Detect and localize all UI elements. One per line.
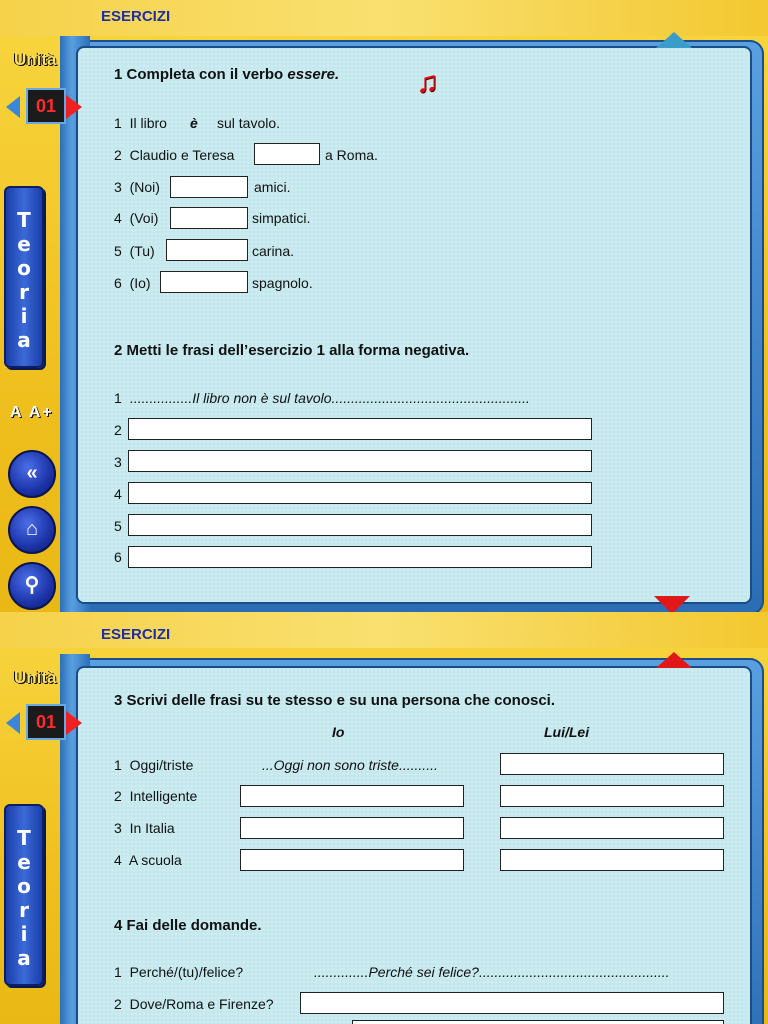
ex1-item: 6 (Io): [114, 275, 151, 291]
ex4-title: 4 Fai delle domande.: [114, 917, 262, 934]
ex2-row-number: 5: [114, 518, 122, 534]
home-icon[interactable]: ⌂: [8, 506, 56, 554]
ex1-item-end: spagnolo.: [252, 275, 313, 291]
ex3-item: 3 In Italia: [114, 820, 175, 836]
ex2-title: 2 Metti le frasi dell’esercizio 1 alla forma negativa.: [114, 342, 470, 359]
ex1-item-end: simpatici.: [252, 210, 311, 226]
ex1-item: 3 (Noi): [114, 179, 160, 195]
prev-unit-icon[interactable]: [6, 712, 20, 734]
font-size-controls[interactable]: A A+: [10, 404, 54, 421]
ex3-item: 2 Intelligente: [114, 788, 198, 804]
teoria-letter: o: [17, 874, 31, 898]
section-title: ESERCIZI: [101, 626, 171, 643]
unit-number: 01: [26, 88, 66, 124]
ex2-input-4[interactable]: [128, 482, 592, 504]
teoria-letter: T: [17, 826, 31, 850]
back-icon[interactable]: «: [8, 450, 56, 498]
ex1-item-end: a Roma.: [325, 147, 378, 163]
ex1-item: 1 Il libro: [114, 115, 167, 131]
ex2-row-number: 4: [114, 486, 122, 502]
teoria-letter: e: [17, 850, 31, 874]
ex2-example-number: 1: [114, 390, 122, 406]
ex3-input-io-2[interactable]: [240, 785, 464, 807]
unit-label: Unità: [14, 50, 57, 69]
ex1-item-end: sul tavolo.: [217, 115, 281, 131]
section-title: ESERCIZI: [101, 8, 171, 25]
teoria-letter: r: [19, 898, 29, 922]
ex1-item: 5 (Tu): [114, 243, 155, 259]
ex1-item: 2 Claudio e Teresa: [114, 147, 235, 163]
next-unit-icon[interactable]: [66, 95, 82, 119]
ex1-item-end: carina.: [252, 243, 295, 259]
ex2-input-3[interactable]: [128, 450, 592, 472]
teoria-letter: T: [17, 208, 31, 232]
teoria-letter: a: [17, 328, 31, 352]
ex4-input-3[interactable]: [352, 1020, 724, 1024]
teoria-letter: r: [19, 280, 29, 304]
ex1-item: 4 (Voi): [114, 210, 159, 226]
ex4-item: 1 Perché/(tu)/felice?: [114, 964, 244, 980]
ex2-input-6[interactable]: [128, 546, 592, 568]
ex3-input-io-4[interactable]: [240, 849, 464, 871]
teoria-button[interactable]: [4, 186, 44, 368]
scroll-down-icon[interactable]: [654, 596, 690, 612]
teoria-letter: i: [20, 922, 28, 946]
ex2-input-5[interactable]: [128, 514, 592, 536]
teoria-letter: a: [17, 946, 31, 970]
ex1-input-4[interactable]: [170, 207, 248, 229]
ex2-input-2[interactable]: [128, 418, 592, 440]
scroll-up-icon[interactable]: [656, 32, 692, 48]
ex1-answer: è: [190, 115, 198, 131]
prev-unit-icon[interactable]: [6, 96, 20, 118]
ex2-row-number: 2: [114, 422, 122, 438]
ex3-item: 1 Oggi/triste: [114, 757, 194, 773]
col-lui-lei: Lui/Lei: [544, 724, 590, 740]
ex2-example: ................Il libro non è sul tavolo...................................................: [130, 390, 530, 406]
ex1-title: 1 Completa con il verbo essere.: [114, 66, 340, 83]
ex1-input-5[interactable]: [166, 239, 248, 261]
ex2-row-number: 6: [114, 549, 122, 565]
audio-note-icon[interactable]: ♫: [416, 66, 439, 99]
ex4-input-2[interactable]: [300, 992, 724, 1014]
col-io: Io: [332, 724, 345, 740]
ex3-input-lui-1[interactable]: [500, 753, 724, 775]
next-unit-icon[interactable]: [66, 711, 82, 735]
search-icon[interactable]: ⚲: [8, 562, 56, 610]
ex1-input-3[interactable]: [170, 176, 248, 198]
ex3-input-lui-2[interactable]: [500, 785, 724, 807]
unit-label: Unità: [14, 668, 57, 687]
ex1-input-6[interactable]: [160, 271, 248, 293]
ex4-item: 2 Dove/Roma e Firenze?: [114, 996, 274, 1012]
ex1-input-2[interactable]: [254, 143, 320, 165]
ex3-item: 4 A scuola: [114, 852, 182, 868]
teoria-letter: i: [20, 304, 28, 328]
ex3-example: ...Oggi non sono triste..........: [262, 757, 438, 773]
screen-bottom: [0, 612, 768, 1024]
ex3-input-io-3[interactable]: [240, 817, 464, 839]
teoria-button[interactable]: [4, 804, 44, 986]
ex4-example: ..............Perché sei felice?.................................................: [314, 964, 670, 980]
ex3-input-lui-3[interactable]: [500, 817, 724, 839]
teoria-letter: e: [17, 232, 31, 256]
ex2-row-number: 3: [114, 454, 122, 470]
unit-number: 01: [26, 704, 66, 740]
ex1-item-end: amici.: [254, 179, 291, 195]
scroll-up-icon[interactable]: [656, 652, 692, 668]
teoria-letter: o: [17, 256, 31, 280]
ex3-title: 3 Scrivi delle frasi su te stesso e su una persona che conosci.: [114, 692, 556, 709]
ex3-input-lui-4[interactable]: [500, 849, 724, 871]
